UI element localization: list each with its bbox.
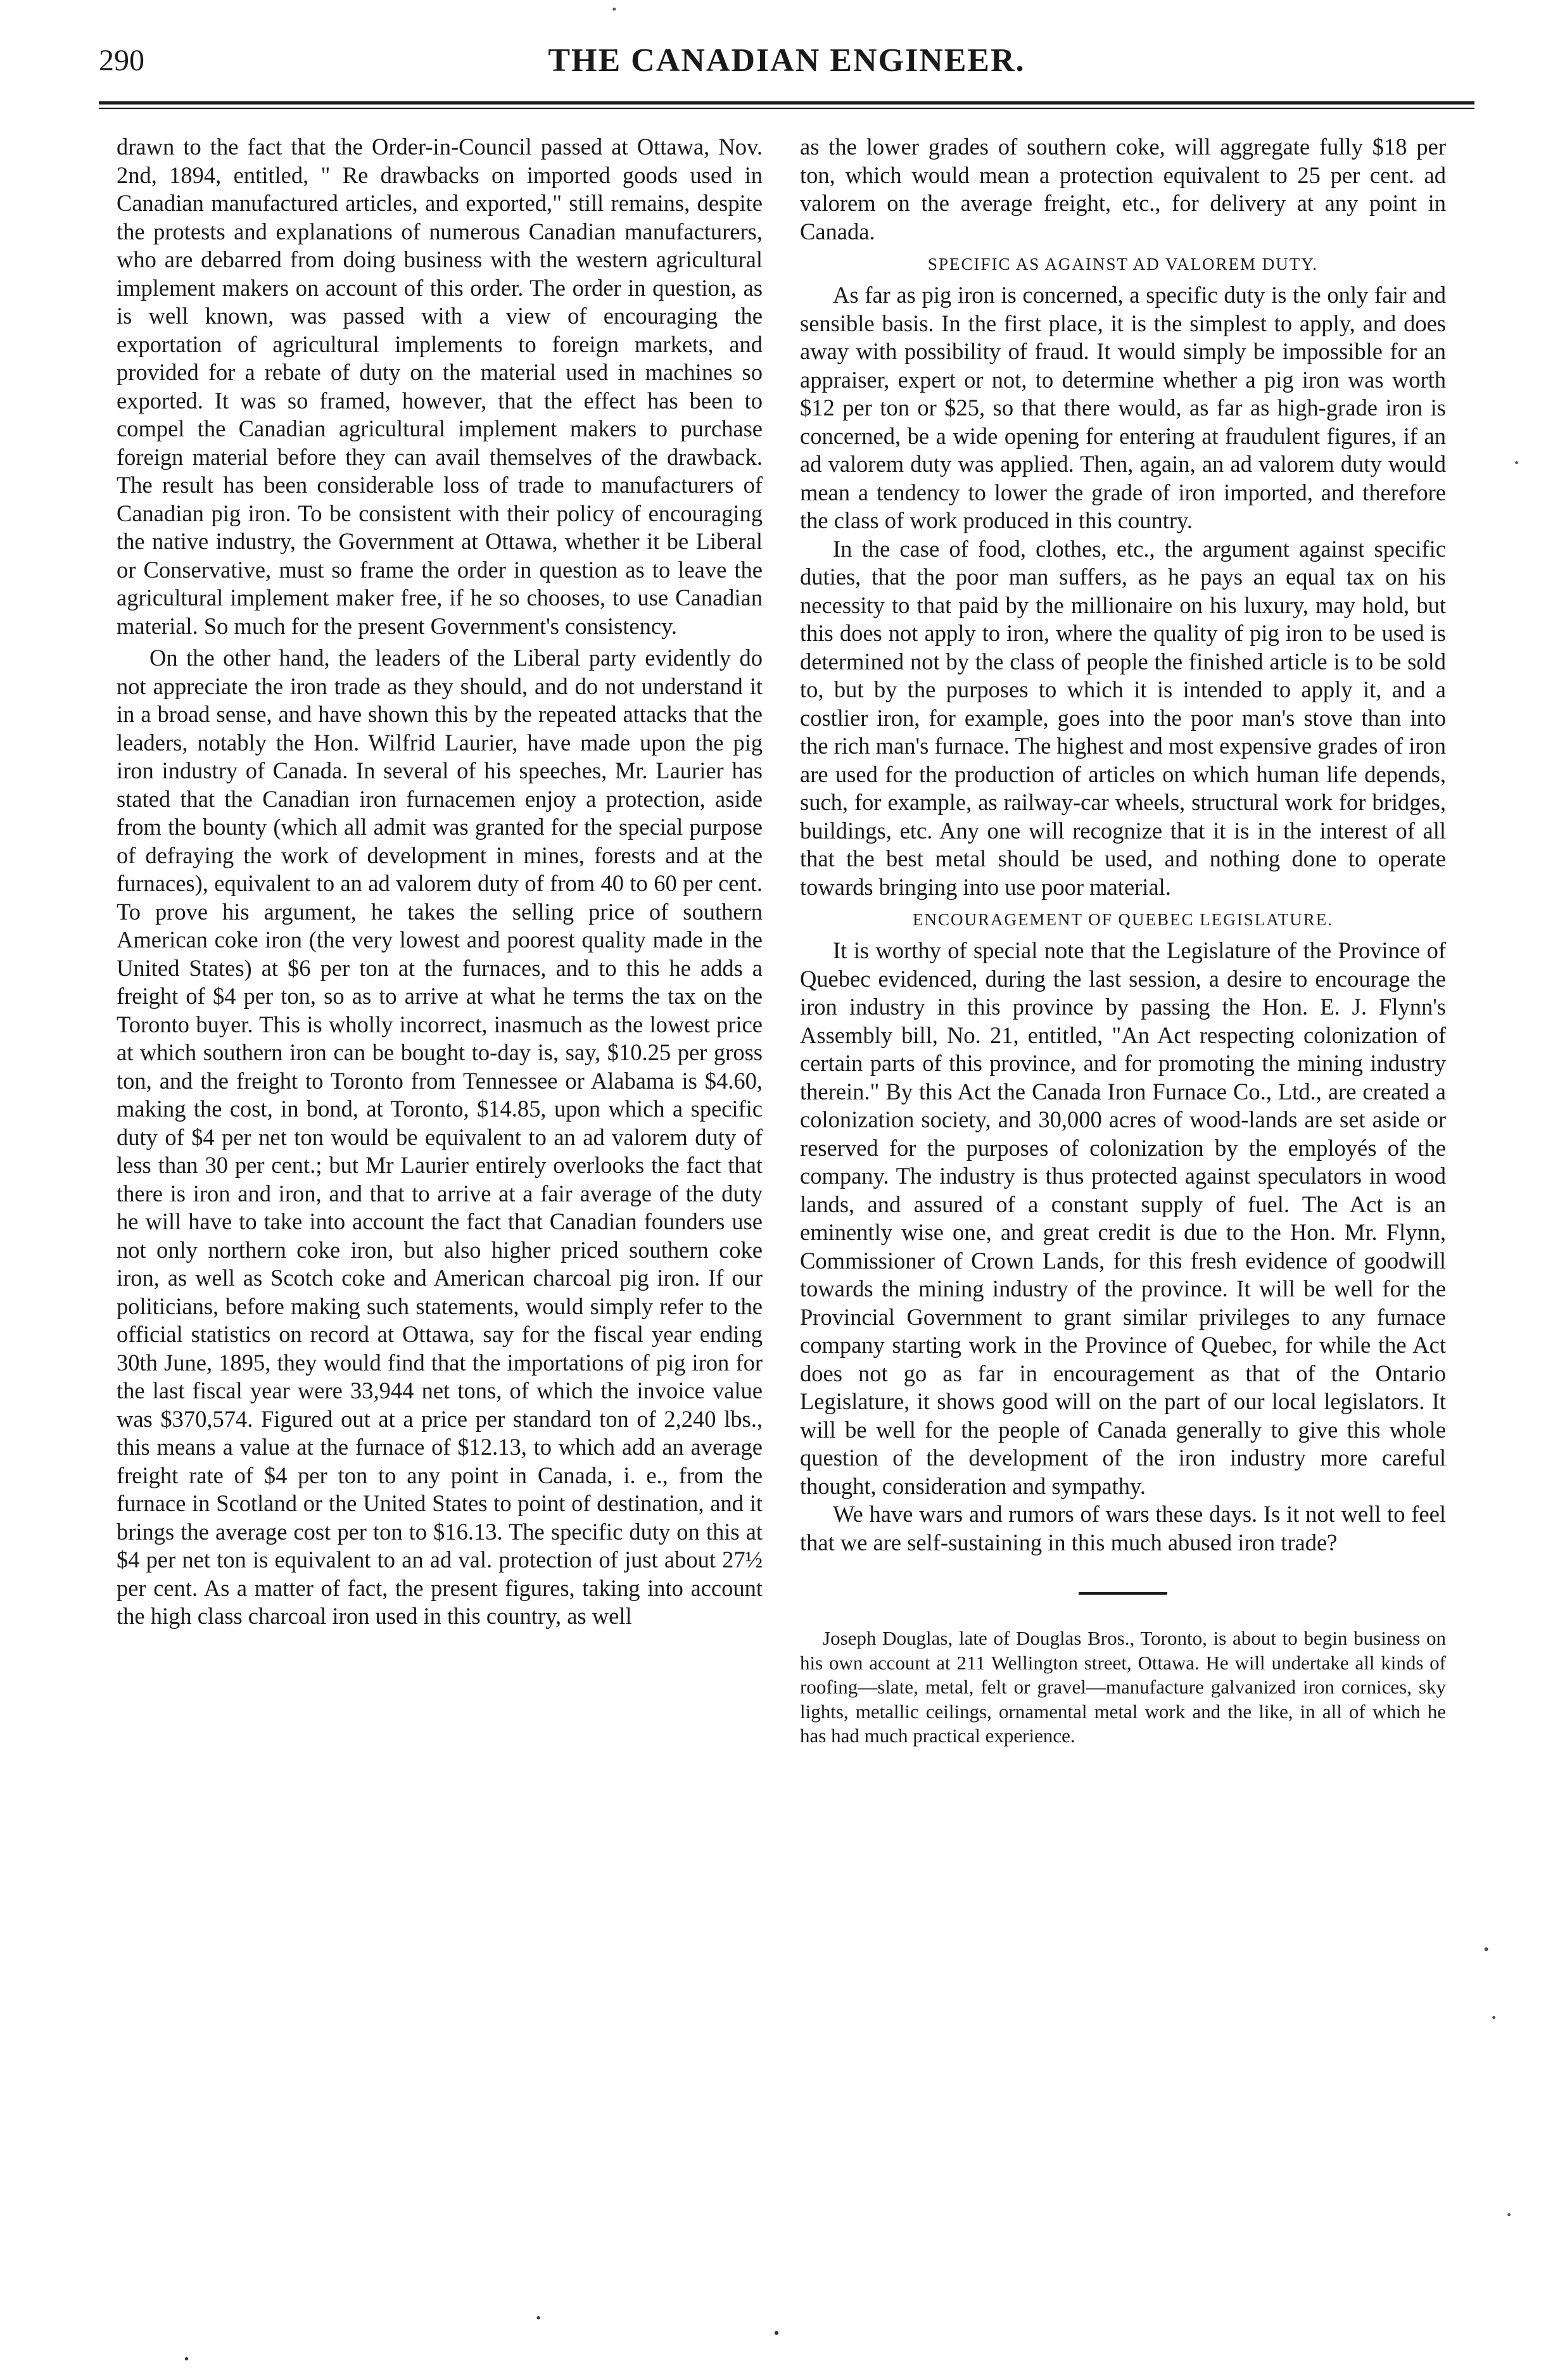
article-paragraph: as the lower grades of southern coke, will aggregate fully $18 per ton, which would mean a protection equivalent to 25 per cent. ad valorem on the average freight, etc., for delivery at any point in Canada.	[800, 134, 1446, 244]
right-column	[800, 133, 1446, 2274]
header-rule-thin	[99, 108, 1474, 109]
section-divider	[1079, 1592, 1167, 1595]
journal-title: THE CANADIAN ENGINEER.	[548, 42, 1025, 79]
article-paragraph: It is worthy of special note that the Legislature of the Province of Quebec evidenced, during the last session, a desire to encourage the iron industry in this province by passing the Hon. E. J. Flynn's Assembly bill, No. 21, entitled, "An Act respecting colonization of certain parts of this province, and for promoting the mining industry therein." By this Act the Canada Iron Furnace Co., Ltd., are created a colonization society, and 30,000 acres of wood-lands are set aside or reserved for the purposes of colonization by the employés of the company. The industry is thus protected against speculators in wood lands, and assured of a constant supply of fuel. The Act is an eminently wise one, and great credit is due to the Hon. Mr. Flynn, Commissioner of Crown Lands, for this fresh evidence of goodwill towards the mining industry of the province. It will be well for the Provincial Government to grant similar privileges to any furnace company starting work in the Province of Quebec, for while the Act does not go as far in encouragement as that of the Ontario Legislature, it shows good will on the part of our local legislators. It will be well for the people of Canada generally to give this whole question of the development of the iron industry more careful thought, consideration and sympathy.	[800, 937, 1446, 1499]
article-paragraph: drawn to the fact that the Order-in-Council passed at Ottawa, Nov. 2nd, 1894, entitled, " Re drawbacks on imported goods used in Canadian manufactured articles, and exported," still remains, despite the protests and explanations of numerous Canadian manufacturers, who are debarred from doing business with the western agricultural implement makers on account of this order. The order in question, as is well known, was passed with a view of encouraging the exportation of agricultural implements to foreign markets, and provided for a rebate of duty on the material used in machines so exported. It was so framed, however, that the effect has been to compel the Canadian agricultural implement makers to purchase foreign material before they can avail themselves of the drawback. The result has been considerable loss of trade to manufacturers of Canadian pig iron. To be consistent with their policy of encouraging the native industry, the Government at Ottawa, whether it be Liberal or Conservative, must so frame the order in question as to leave the agricultural implement maker free, if he so chooses, to use Canadian material. So much for the present Government's consistency.	[117, 134, 763, 639]
article-paragraph: As far as pig iron is concerned, a specific duty is the only fair and sensible basis. In the first place, it is the simplest to apply, and does away with possibility of fraud. It would simply be impossible for an appraiser, expert or not, to determine whether a pig iron was worth $12 per ton or $25, so that there would, as far as high-grade iron is concerned, be a wide opening for entering at fraudulent figures, if an ad valorem duty was applied. Then, again, an ad valorem duty would mean a tendency to lower the grade of iron imported, and therefore the class of work produced in this country.	[800, 282, 1446, 533]
article-paragraph: In the case of food, clothes, etc., the argument against specific duties, that the poor man suffers, as he pays an equal tax on his necessity to that paid by the millionaire on his luxury, may hold, but this does not apply to iron, where the quality of pig iron to be used is determined not by the class of people the finished article is to be sold to, but by the purposes to which it is intended to apply it, and a costlier iron, for example, goes into the poor man's stove than into the rich man's furnace. The highest and most expensive grades of iron are used for the production of articles on which human life depends, such, for example, as railway-car wheels, structural work for bridges, buildings, etc. Any one will recognize that it is in the interest of all that the best metal should be used, and nothing done to operate towards bringing into use poor material.	[800, 535, 1446, 900]
page-header	[99, 30, 1474, 91]
section-heading-specific-duty: SPECIFIC AS AGAINST AD VALOREM DUTY.	[927, 255, 1319, 274]
article-paragraph: On the other hand, the leaders of the Liberal party evidently do not appreciate the iron trade as they should, and do not understand it in a broad sense, and have shown this by the repeated attacks that the leaders, notably the Hon. Wilfrid Laurier, have made upon the pig iron industry of Canada. In several of his speeches, Mr. Laurier has stated that the Canadian iron furnacemen enjoy a protection, aside from the bounty (which all admit was granted for the special purpose of defraying the work of development in mines, forests and at the furnaces), equivalent to an ad valorem duty of from 40 to 60 per cent. To prove his argument, he takes the selling price of southern American coke iron (the very lowest and poorest quality made in the United States) at $6 per ton at the furnaces, and to this he adds a freight of $4 per ton, so as to arrive at what he terms the tax on the Toronto buyer. This is wholly incorrect, inasmuch as the lowest price at which southern iron can be bought to-day is, say, $10.25 per gross ton, and the freight to Toronto from Tennessee or Alabama is $4.60, making the cost, in bond, at Toronto, $14.85, upon which a specific duty of $4 per net ton would be equivalent to an ad valorem duty of less than 30 per cent.; but Mr Laurier entirely overlooks the fact that there is iron and iron, and that to arrive at a fair average of the duty he will have to take into account the fact that Canadian founders use not only northern coke iron, but also higher priced southern coke iron, as well as Scotch coke and American charcoal pig iron. If our politicians, before making such statements, would simply refer to the official statistics on record at Ottawa, say for the fiscal year ending 30th June, 1895, they would find that the importations of pig iron for the last fiscal year were 33,944 net tons, of which the invoice value was $370,574. Figured out at a price per standard ton of 2,240 lbs., this means a value at the furnace of $12.13, to which add an average freight rate of $4 per ton to any point in Canada, i. e., from the furnace in Scotland or the United States to point of destination, and it brings the average cost per ton to $16.13. The specific duty on this at $4 per net ton is equivalent to an ad val. protection of just about 27½ per cent. As a matter of fact, the present figures, taking into account the high class charcoal iron used in this country, as well	[117, 645, 763, 1629]
page-number: 290	[99, 44, 144, 77]
left-column	[117, 133, 763, 2274]
personal-note: Joseph Douglas, late of Douglas Bros., Toronto, is about to begin business on his own account at 211 Wellington street, Ottawa. He will undertake all kinds of roofing—slate, metal, felt or gravel—manufacture galvanized iron cornices, sky lights, metallic ceilings, ornamental metal work and the like, in all of which he has had much practical experience.	[800, 1627, 1446, 1747]
article-paragraph: We have wars and rumors of wars these days. Is it not well to feel that we are self-sustaining in this much abused iron trade?	[800, 1501, 1446, 1555]
section-heading-quebec-legislature: ENCOURAGEMENT OF QUEBEC LEGISLATURE.	[913, 910, 1333, 929]
header-rule-thick	[99, 101, 1474, 104]
